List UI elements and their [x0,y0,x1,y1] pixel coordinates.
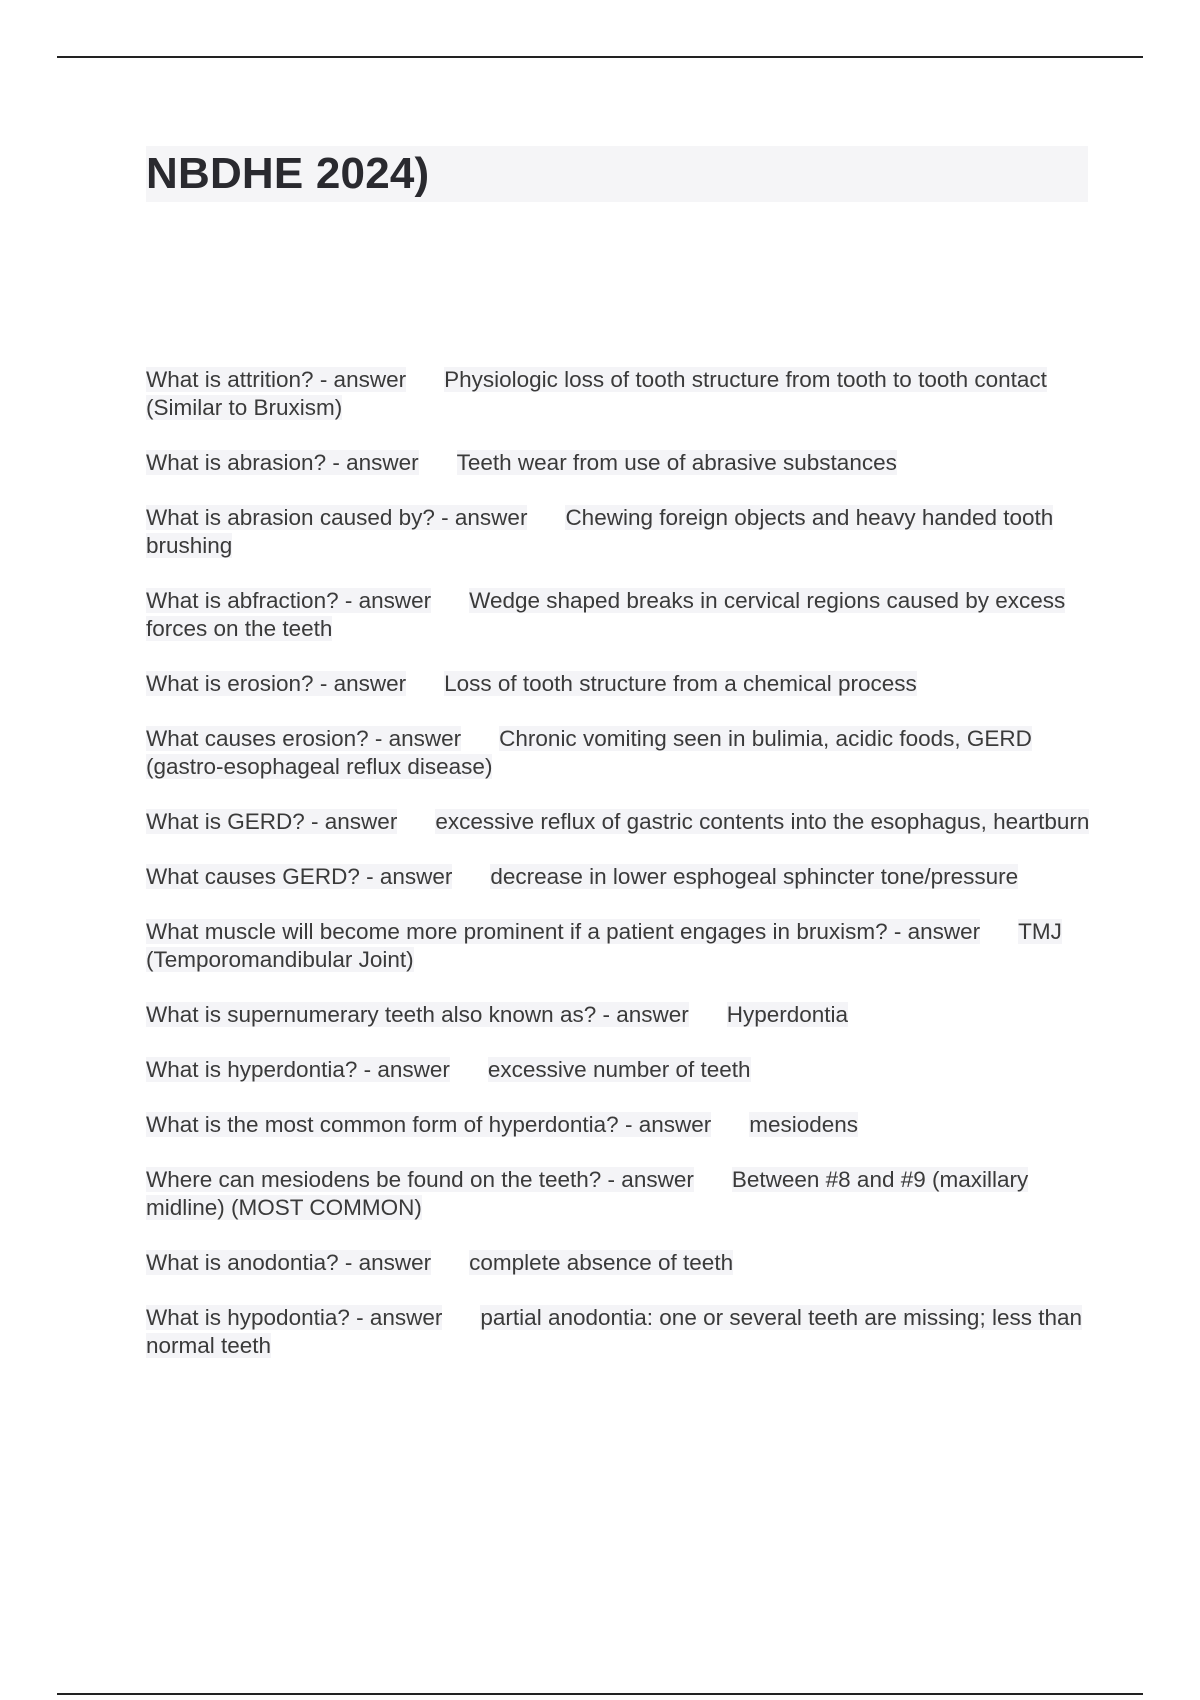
question-text: What causes erosion? - answer [146,726,462,751]
qa-item [146,808,1096,836]
page-title: NBDHE 2024) [146,149,430,198]
qa-item [146,1001,1096,1029]
question-text: What is supernumerary teeth also known as? - answer [146,1002,689,1027]
question-text: What is attrition? - answer [146,367,407,392]
question-text: What is abrasion? - answer [146,450,419,475]
qa-item [146,366,1096,422]
answer-text: TMJ (Temporomandibular Joint) [146,919,1062,972]
question-text: What is the most common form of hyperdontia? - answer [146,1112,712,1137]
qa-item [146,725,1096,781]
question-text: What is abfraction? - answer [146,588,432,613]
answer-text: Hyperdontia [726,1002,849,1027]
answer-text: mesiodens [749,1112,859,1137]
question-text: What causes GERD? - answer [146,864,453,889]
qa-item [146,1111,1096,1139]
answer-text: Chronic vomiting seen in bulimia, acidic foods, GERD (gastro-esophageal reflux disease) [146,726,1032,779]
qa-item [146,1056,1096,1084]
question-text: What is abrasion caused by? - answer [146,505,528,530]
top-rule [57,56,1143,58]
question-text: What is anodontia? - answer [146,1250,432,1275]
qa-item [146,587,1096,643]
question-text: What is GERD? - answer [146,809,398,834]
answer-text: decrease in lower esphogeal sphincter tone/pressure [490,864,1019,889]
question-text: Where can mesiodens be found on the teeth? - answer [146,1167,694,1192]
answer-text: Wedge shaped breaks in cervical regions caused by excess forces on the teeth [146,588,1066,641]
answer-text: complete absence of teeth [469,1250,734,1275]
question-text: What is hypodontia? - answer [146,1305,443,1330]
qa-item [146,1249,1096,1277]
question-text: What is erosion? - answer [146,671,407,696]
answer-text: partial anodontia: one or several teeth are missing; less than normal teeth [146,1305,1083,1358]
qa-item [146,863,1096,891]
answer-text: excessive number of teeth [487,1057,751,1082]
qa-item [146,1304,1096,1360]
qa-list [146,366,1096,1387]
qa-item [146,918,1096,974]
question-text: What is hyperdontia? - answer [146,1057,450,1082]
answer-text: Loss of tooth structure from a chemical process [444,671,917,696]
qa-item [146,449,1096,477]
question-text: What muscle will become more prominent if a patient engages in bruxism? - answer [146,919,981,944]
qa-item [146,670,1096,698]
answer-text: Chewing foreign objects and heavy handed tooth brushing [146,505,1054,558]
answer-text: Physiologic loss of tooth structure from tooth to tooth contact (Similar to Bruxism) [146,367,1047,420]
bottom-rule [57,1693,1143,1695]
answer-text: Teeth wear from use of abrasive substances [456,450,897,475]
qa-item [146,1166,1096,1222]
answer-text: excessive reflux of gastric contents into the esophagus, heartburn [435,809,1090,834]
qa-item [146,504,1096,560]
answer-text: Between #8 and #9 (maxillary midline) (MOST COMMON) [146,1167,1029,1220]
